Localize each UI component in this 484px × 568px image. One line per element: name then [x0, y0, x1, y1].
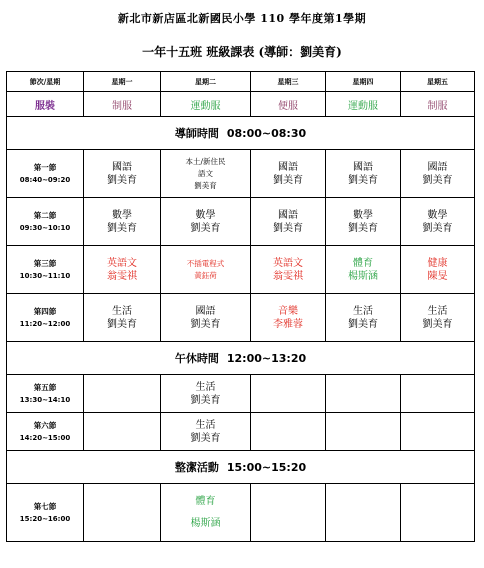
class-cell [161, 198, 251, 246]
cleaning-band [7, 451, 475, 484]
period-row [7, 246, 475, 294]
subject-name: 數學 [112, 209, 132, 221]
uniform-cell: 運動服 [326, 92, 401, 117]
header-cell: 星期三 [251, 72, 326, 92]
empty-cell [251, 413, 326, 451]
period-label [7, 150, 84, 198]
teacher-name: 劉美育 [107, 174, 137, 186]
header-cell: 星期一 [84, 72, 161, 92]
teacher-name: 劉美育 [190, 394, 221, 406]
header-cell: 星期四 [326, 72, 401, 92]
header-cell: 星期五 [401, 72, 475, 92]
subject-name: 數學 [195, 209, 216, 221]
empty-cell [84, 413, 161, 451]
teacher-name: 劉美育 [107, 222, 137, 234]
teacher-name: 李雅蓉 [273, 318, 303, 330]
class-title: 一年十五班 班級課表 (導師：劉美育) [142, 45, 342, 59]
teacher-name: 黃鈺荷 [194, 270, 217, 280]
lunch-band [7, 342, 475, 375]
teacher-name: 劉美育 [422, 222, 453, 234]
subject-name: 國語 [278, 161, 298, 173]
subject-name: 數學 [427, 209, 448, 221]
teacher-name: 劉美育 [190, 318, 221, 330]
subject-name: 生活 [195, 381, 216, 393]
band-time: 08:00~08:30 [226, 127, 307, 140]
subject-name: 國語 [195, 305, 216, 317]
teacher-name: 劉美育 [190, 432, 221, 444]
subject-name: 音樂 [278, 305, 298, 317]
subject-name: 國語 [278, 209, 298, 221]
subject-name: 本土/新住民 [185, 156, 226, 166]
uniform-cell: 便服 [251, 92, 326, 117]
band-label: 整潔活動 [174, 461, 219, 474]
empty-cell [326, 484, 401, 542]
teacher-name: 劉美育 [194, 180, 217, 190]
uniform-label: 服裝 [7, 92, 84, 117]
class-cell [326, 294, 401, 342]
period-time: 08:40~09:20 [19, 175, 71, 184]
class-cell [401, 294, 475, 342]
subject-name: 體育 [195, 495, 216, 507]
subject-name: 生活 [195, 419, 216, 431]
period-row [7, 150, 475, 198]
class-cell [251, 294, 326, 342]
band-time: 15:00~15:20 [226, 461, 307, 474]
uniform-cell: 制服 [84, 92, 161, 117]
period-label [7, 294, 84, 342]
uniform-cell: 運動服 [161, 92, 251, 117]
subject-name: 國語 [112, 161, 132, 173]
subject-name: 生活 [427, 305, 448, 317]
teacher-name: 劉美育 [348, 318, 378, 330]
lunch-band-row [7, 342, 475, 375]
school-title: 新北市新店區北新國民小學 110 學年度第1學期 [117, 12, 367, 25]
subject-name: 不插電程式 [186, 258, 225, 268]
class-cell [161, 484, 251, 542]
cleaning-band-row [7, 451, 475, 484]
band-label: 午休時間 [174, 352, 219, 365]
class-cell [401, 198, 475, 246]
subject-name: 英語文 [273, 257, 303, 269]
period-row [7, 484, 475, 542]
class-cell [84, 246, 161, 294]
period-label [7, 484, 84, 542]
header-row [7, 72, 475, 92]
teacher-name: 翁雯祺 [107, 270, 137, 282]
class-cell [84, 150, 161, 198]
empty-cell [326, 413, 401, 451]
period-row [7, 294, 475, 342]
empty-cell [251, 484, 326, 542]
class-cell [326, 150, 401, 198]
teacher-name: 劉美育 [107, 318, 137, 330]
teacher-name: 劉美育 [273, 174, 303, 186]
teacher-name: 楊斯涵 [190, 517, 221, 529]
teacher-name: 翁雯祺 [273, 270, 303, 282]
class-cell [401, 150, 475, 198]
morning-band-row [7, 117, 475, 150]
period-name: 第六節 [33, 420, 57, 430]
period-time: 09:30~10:10 [19, 223, 71, 232]
period-name: 第五節 [33, 382, 57, 392]
subject-name: 數學 [353, 209, 373, 221]
class-cell [161, 294, 251, 342]
class-cell [251, 150, 326, 198]
subject-name: 生活 [353, 305, 373, 317]
class-cell [251, 246, 326, 294]
class-cell [84, 198, 161, 246]
subject-name: 生活 [112, 305, 132, 317]
teacher-name: 劉美育 [190, 222, 221, 234]
class-cell [326, 246, 401, 294]
period-time: 10:30~11:10 [19, 271, 71, 280]
subject-name: 體育 [353, 257, 373, 269]
class-cell [84, 294, 161, 342]
class-cell [401, 246, 475, 294]
subject-name: 英語文 [107, 257, 137, 269]
teacher-name: 劉美育 [273, 222, 303, 234]
period-time: 11:20~12:00 [19, 319, 71, 328]
period-row [7, 198, 475, 246]
subject-name: 健康 [427, 257, 448, 269]
teacher-name: 劉美育 [348, 174, 378, 186]
empty-cell [401, 413, 475, 451]
header-cell: 星期二 [161, 72, 251, 92]
period-time: 15:20~16:00 [19, 514, 71, 523]
uniform-cell: 制服 [401, 92, 475, 117]
band-label: 導師時間 [174, 127, 219, 140]
period-label [7, 375, 84, 413]
period-row [7, 375, 475, 413]
subject-name: 國語 [353, 161, 373, 173]
class-cell [161, 375, 251, 413]
class-cell [161, 150, 251, 198]
empty-cell [251, 375, 326, 413]
empty-cell [401, 375, 475, 413]
subject-name: 語文 [198, 168, 213, 178]
class-cell [326, 198, 401, 246]
period-label [7, 198, 84, 246]
teacher-name: 劉美育 [422, 318, 453, 330]
period-name: 第四節 [33, 306, 57, 316]
empty-cell [84, 484, 161, 542]
teacher-name: 劉美育 [348, 222, 378, 234]
teacher-name: 楊斯涵 [348, 270, 378, 282]
teacher-name: 陳旻 [427, 270, 448, 282]
period-time: 13:30~14:10 [19, 395, 71, 404]
class-cell [161, 413, 251, 451]
period-name: 第二節 [33, 210, 57, 220]
band-time: 12:00~13:20 [226, 352, 307, 365]
period-name: 第七節 [33, 501, 57, 511]
period-name: 第三節 [33, 258, 57, 268]
period-label [7, 413, 84, 451]
uniform-row [7, 92, 475, 117]
period-time: 14:20~15:00 [19, 433, 71, 442]
class-cell [251, 198, 326, 246]
period-label [7, 246, 84, 294]
timetable [6, 71, 475, 542]
period-row [7, 413, 475, 451]
subject-name: 國語 [427, 161, 448, 173]
morning-band [7, 117, 475, 150]
empty-cell [401, 484, 475, 542]
empty-cell [326, 375, 401, 413]
period-name: 第一節 [33, 162, 57, 172]
teacher-name: 劉美育 [422, 174, 453, 186]
empty-cell [84, 375, 161, 413]
header-cell: 節次/星期 [7, 72, 84, 92]
class-cell [161, 246, 251, 294]
